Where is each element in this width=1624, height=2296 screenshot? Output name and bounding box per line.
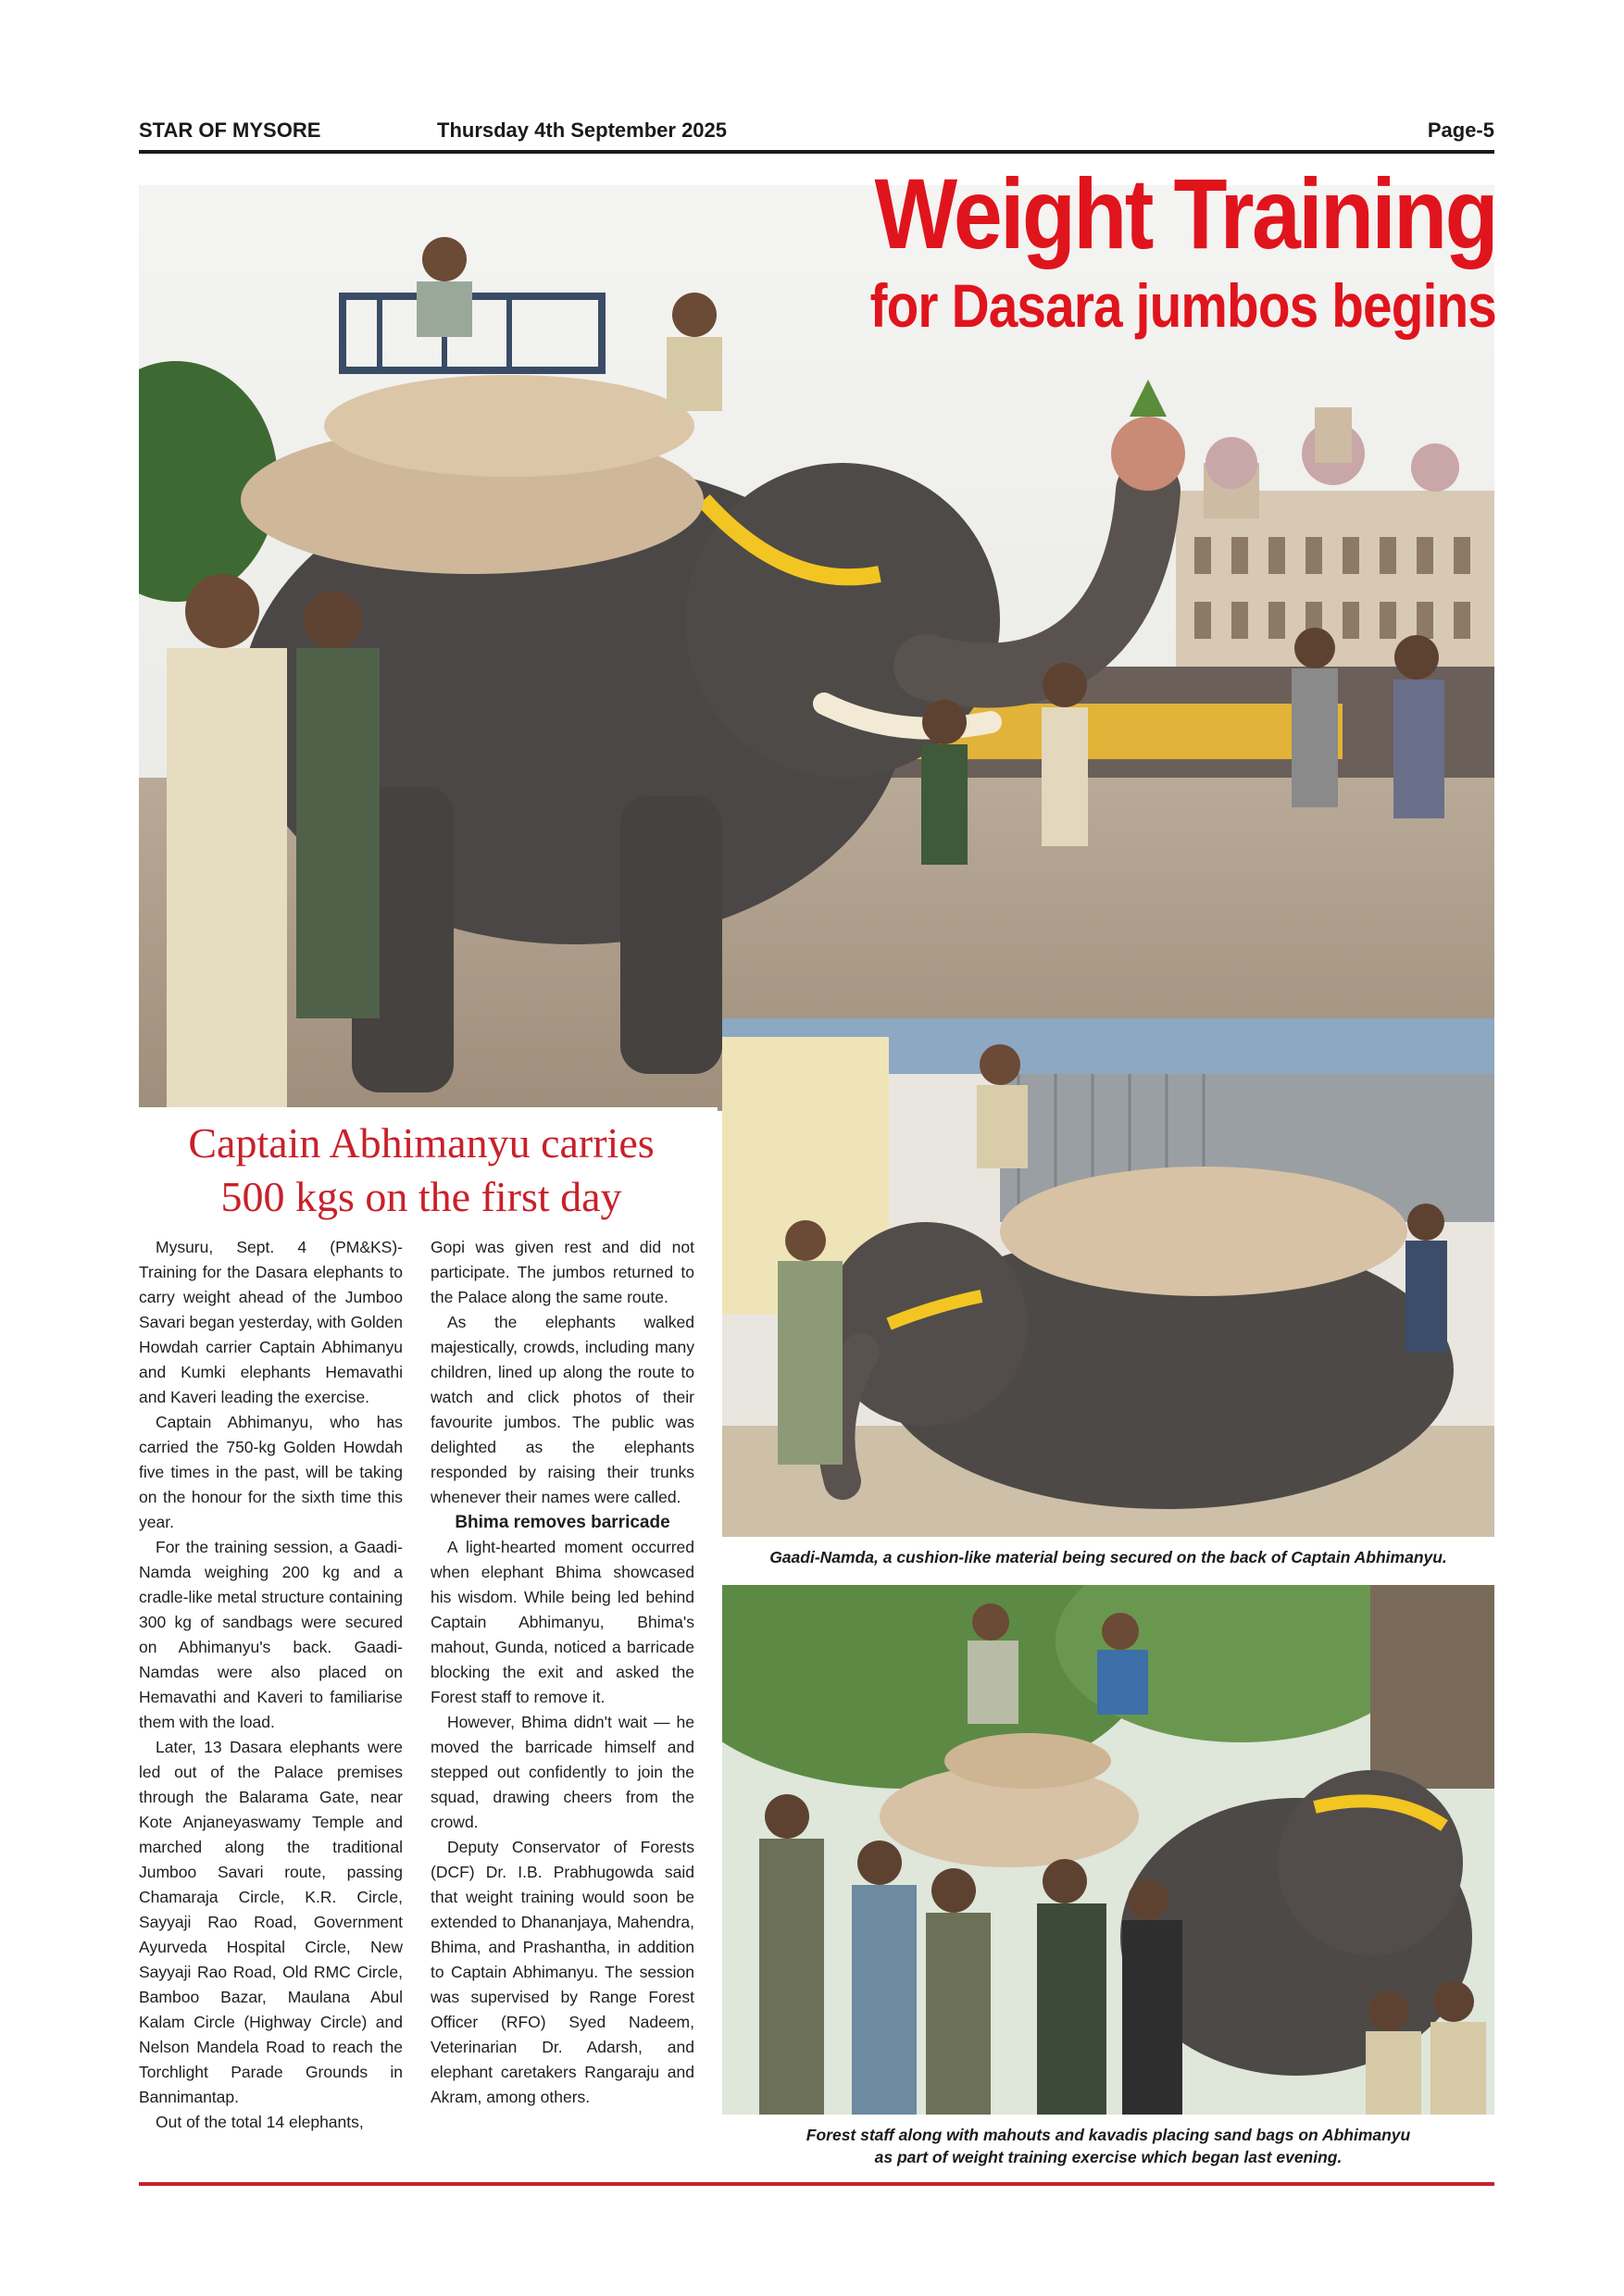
- paragraph: Gopi was given rest and did not participate. The jumbos returned to the Palace along the same route.: [431, 1238, 694, 1306]
- headline-line-2: for Dasara jumbos begins: [869, 271, 1496, 340]
- caption-photo-3-line-1: Forest staff along with mahouts and kavadis placing sand bags on Abhimanyu: [806, 2126, 1411, 2144]
- caption-photo-2: Gaadi-Namda, a cushion-like material being secured on the back of Captain Abhimanyu.: [769, 1548, 1447, 1566]
- caption-photo-3: [722, 2124, 1494, 2168]
- footer-rule: [139, 2182, 1494, 2186]
- paragraph: As the elephants walked majestically, crowds, including many children, lined up along the route to watch and click photos of their favourite jumbos. The public was delighted as the elephants responded by raising their trunks whenever their names were called.: [431, 1313, 694, 1506]
- story-heading-line-2: 500 kgs on the first day: [220, 1173, 622, 1220]
- story-heading: [139, 1117, 704, 1224]
- paragraph: Mysuru, Sept. 4 (PM&KS)- Training for the Dasara elephants to carry weight ahead of the Jumboo Savari began yesterday, with Golden Howdah carrier Captain Abhimanyu and Kumki elephants Hemavathi and Kaveri leading the exercise.: [139, 1238, 403, 1406]
- page-number: Page-5: [1427, 119, 1494, 142]
- story-column-2: [431, 1235, 694, 2110]
- paragraph: Captain Abhimanyu, who has carried the 750-kg Golden Howdah five times in the past, will be taking on the honour for the sixth time this year.: [139, 1413, 403, 1531]
- headline-line-1: Weight Training: [874, 157, 1496, 269]
- story-column-1: [139, 1235, 403, 2135]
- paragraph: Out of the total 14 elephants,: [156, 2113, 364, 2131]
- photo-3-illustration: [722, 1585, 1494, 2115]
- caption-photo-3-line-2: as part of weight training exercise which began last evening.: [874, 2148, 1343, 2166]
- photo-2-illustration: [722, 1018, 1494, 1537]
- subheading-bhima: Bhima removes barricade: [455, 1513, 670, 1532]
- paragraph: However, Bhima didn't wait — he moved the barricade himself and stepped out confidently to join the squad, drawing cheers from the crowd.: [431, 1713, 694, 1831]
- masthead: [139, 119, 1494, 148]
- paragraph: For the training session, a Gaadi-Namda weighing 200 kg and a cradle-like metal structure containing 300 kg of sandbags were secured on Abhimanyu's back. Gaadi-Namdas were also placed on Hemavathi and Kaveri to familiarise them with the load.: [139, 1538, 403, 1731]
- paragraph: A light-hearted moment occurred when elephant Bhima showcased his wisdom. While being led behind Captain Abhimanyu, Bhima's mahout, Gunda, noticed a barricade blocking the exit and asked the Forest staff to remove it.: [431, 1538, 694, 1706]
- story-heading-line-1: Captain Abhimanyu carries: [188, 1119, 655, 1167]
- photo-gaadi-namda: [722, 1018, 1494, 1537]
- photo-sand-bags: [722, 1585, 1494, 2115]
- paragraph: Deputy Conservator of Forests (DCF) Dr. I.B. Prabhugowda said that weight training would soon be extended to Dhananjaya, Mahendra, Bhima, and Prashantha, in addition to Captain Abhimanyu. The session was supervised by Range Forest Officer (RFO) Syed Nadeem, Veterinarian Dr. Adarsh, and elephant caretakers Rangaraju and Akram, among others.: [431, 1838, 694, 2106]
- issue-date: Thursday 4th September 2025: [437, 119, 728, 142]
- story-block: [139, 1107, 718, 2172]
- masthead-rule: [139, 150, 1494, 154]
- paper-name: STAR OF MYSORE: [139, 119, 321, 142]
- headline: [731, 159, 1496, 343]
- paragraph: Later, 13 Dasara elephants were led out of the Palace premises through the Balarama Gate, near Kote Anjaneyaswamy Temple and marched along the traditional Jumboo Savari route, passing Chamaraja Circle, K.R. Circle, Sayyaji Rao Road, Government Ayurveda Hospital Circle, New Sayyaji Rao Road, Old RMC Circle, Bamboo Bazar, Maulana Abul Kalam Circle (Highway Circle) and Nelson Mandela Road to reach the Torchlight Parade Grounds in Bannimantap.: [139, 1738, 403, 2106]
